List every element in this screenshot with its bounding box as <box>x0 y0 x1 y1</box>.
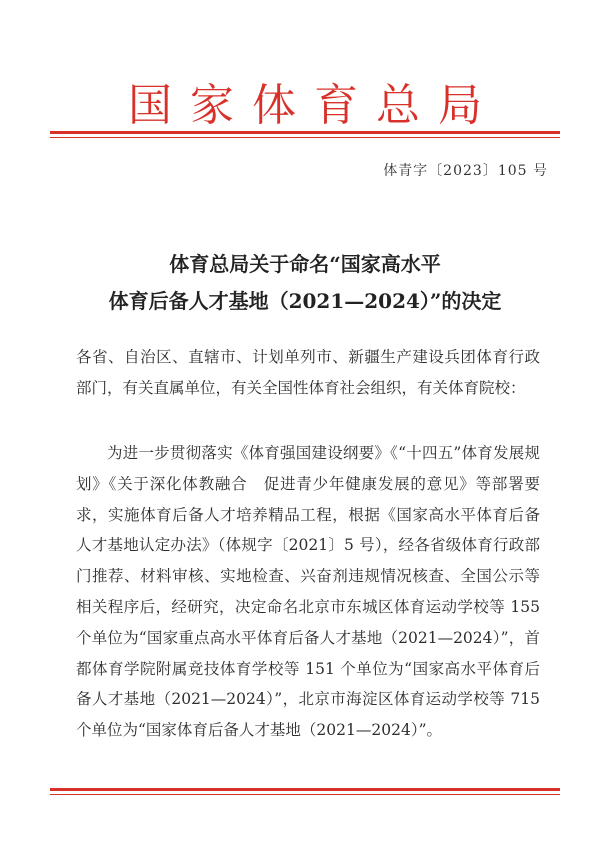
document-title-line-2: 体育后备人才基地（2021—2024）”的决定 <box>108 289 502 313</box>
document-number: 体青字〔2023〕105 号 <box>383 163 548 179</box>
footer-rule-thick <box>50 788 560 791</box>
header-rule-thick <box>50 131 560 134</box>
document-title-line-1: 体育总局关于命名“国家高水平 <box>169 252 441 276</box>
issuing-authority-header: 国家体育总局 <box>128 80 500 131</box>
header-rule-thin <box>50 137 560 138</box>
addressee-paragraph: 各省、自治区、直辖市、计划单列市、新疆生产建设兵团体育行政部门，有关直属单位，有关全国性体育社会组织，有关体育院校： <box>76 348 540 397</box>
footer-rule-thin <box>50 794 560 795</box>
body-paragraph: 为进一步贯彻落实《体育强国建设纲要》《“十四五”体育发展规划》《关于深化体教融合 促进青少年健康发展的意见》等部署要求，实施体育后备人才培养精品工程，根据《国家高水平体育后备人才基地认定办法》（体规字〔2021〕5 号），经各省级体育行政部门推荐、材料审核、实地检查、兴奋剂违规情况核查、全国公示等相关程序后，经研究，决定命名北京市东城区体育运动学校等 155 个单位为“国家重点高水平体育后备人才基地（2021—2024）”，首都体育学院附属竞技体育学校等 151 个单位为“国家高水平体育后备人才基地（2021—2024）”，北京市海淀区体育运动学校等 715 个单位为“国家体育后备人才基地（2021—2024）”。 <box>76 444 540 740</box>
